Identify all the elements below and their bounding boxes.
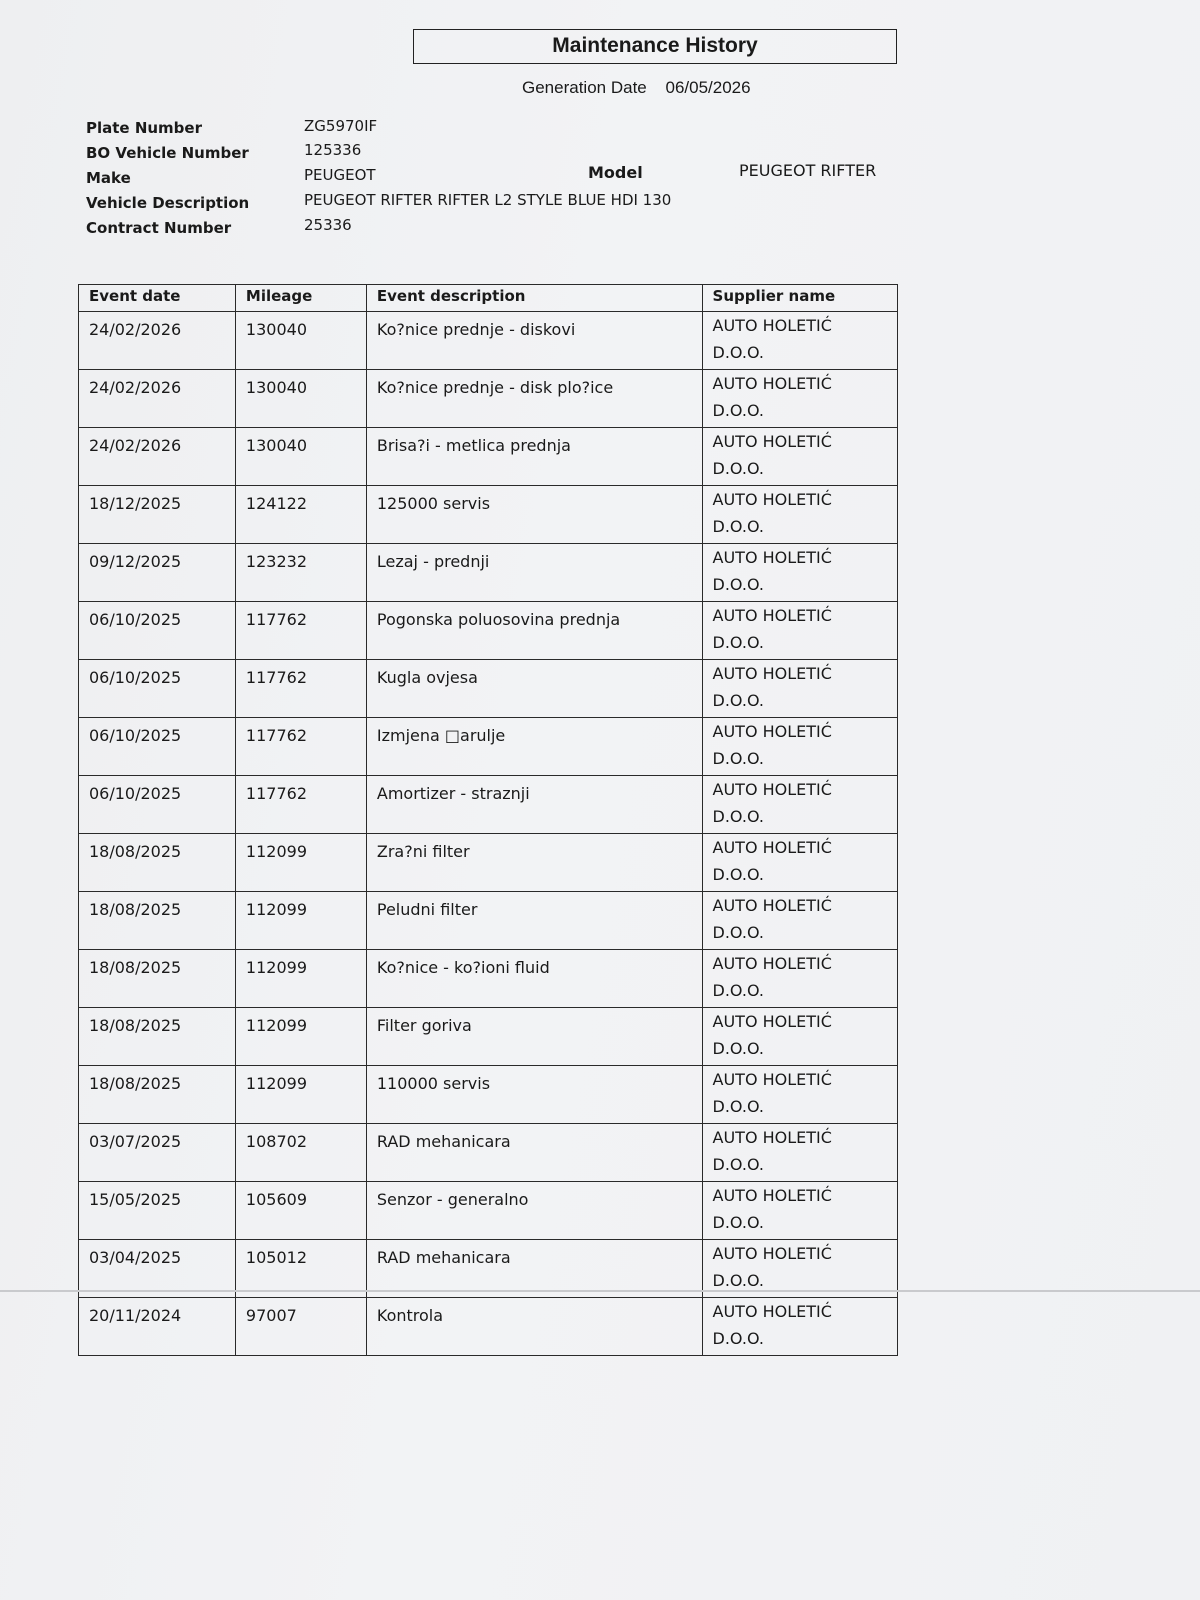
supplier-cell [702,776,897,834]
event-date-cell: 18/08/2025 [79,892,236,950]
mileage-cell: 112099 [235,950,366,1008]
event-date-cell: 09/12/2025 [79,544,236,602]
generation-date-label: Generation Date [522,78,647,97]
mileage-cell: 117762 [235,718,366,776]
supplier-name-line1: AUTO HOLETIĆ [712,316,832,335]
table-body [79,312,898,1356]
supplier-name-line1: AUTO HOLETIĆ [712,780,832,799]
event-date-cell: 06/10/2025 [79,660,236,718]
plate-number-label: Plate Number [86,119,202,137]
table-row [79,1008,898,1066]
supplier-cell [702,486,897,544]
make-label: Make [86,169,131,187]
event-date-cell: 18/08/2025 [79,834,236,892]
event-description-cell: Zra?ni filter [366,834,702,892]
event-description-cell: Izmjena □arulje [366,718,702,776]
supplier-name-line1: AUTO HOLETIĆ [712,606,832,625]
mileage-cell: 105609 [235,1182,366,1240]
event-date-cell: 24/02/2026 [79,370,236,428]
supplier-name-line1: AUTO HOLETIĆ [712,1070,832,1089]
table-row [79,892,898,950]
table-row [79,660,898,718]
event-description-cell: 125000 servis [366,486,702,544]
contract-number-label: Contract Number [86,219,232,237]
supplier-name-line2: D.O.O. [712,343,764,362]
supplier-name-line1: AUTO HOLETIĆ [712,954,832,973]
supplier-cell [702,370,897,428]
table-row [79,428,898,486]
table-row [79,1066,898,1124]
mileage-cell: 108702 [235,1124,366,1182]
plate-number-value: ZG5970IF [304,117,378,135]
supplier-name-line2: D.O.O. [712,1097,764,1116]
column-header-supplier-name: Supplier name [702,285,897,312]
event-date-cell: 24/02/2026 [79,312,236,370]
supplier-name-line1: AUTO HOLETIĆ [712,374,832,393]
supplier-cell [702,428,897,486]
mileage-cell: 117762 [235,660,366,718]
table-row [79,1182,898,1240]
supplier-name-line2: D.O.O. [712,865,764,884]
supplier-name-line1: AUTO HOLETIĆ [712,838,832,857]
table-row [79,1298,898,1356]
table-row [79,776,898,834]
event-date-cell: 18/08/2025 [79,950,236,1008]
event-date-cell: 24/02/2026 [79,428,236,486]
event-description-cell: Ko?nice prednje - disk plo?ice [366,370,702,428]
supplier-cell [702,892,897,950]
supplier-name-line2: D.O.O. [712,575,764,594]
event-date-cell: 18/08/2025 [79,1008,236,1066]
supplier-name-line1: AUTO HOLETIĆ [712,432,832,451]
event-description-cell: Amortizer - straznji [366,776,702,834]
supplier-name-line2: D.O.O. [712,691,764,710]
mileage-cell: 112099 [235,1008,366,1066]
supplier-name-line2: D.O.O. [712,1271,764,1290]
event-description-cell: Ko?nice prednje - diskovi [366,312,702,370]
supplier-name-line1: AUTO HOLETIĆ [712,664,832,683]
supplier-name-line1: AUTO HOLETIĆ [712,1012,832,1031]
supplier-name-line2: D.O.O. [712,459,764,478]
mileage-cell: 105012 [235,1240,366,1298]
supplier-cell [702,1240,897,1298]
supplier-name-line2: D.O.O. [712,1155,764,1174]
table-row [79,486,898,544]
mileage-cell: 117762 [235,776,366,834]
event-description-cell: Kugla ovjesa [366,660,702,718]
model-value: PEUGEOT RIFTER [739,161,877,180]
table-row [79,312,898,370]
event-date-cell: 03/07/2025 [79,1124,236,1182]
mileage-cell: 112099 [235,834,366,892]
supplier-cell [702,1066,897,1124]
event-date-cell: 18/12/2025 [79,486,236,544]
generation-date-value: 06/05/2026 [665,78,751,97]
model-label: Model [588,163,643,182]
event-date-cell: 03/04/2025 [79,1240,236,1298]
supplier-cell [702,544,897,602]
mileage-cell: 117762 [235,602,366,660]
column-header-event-description: Event description [366,285,702,312]
bo-vehicle-number-value: 125336 [304,141,362,159]
supplier-name-line1: AUTO HOLETIĆ [712,548,832,567]
contract-number-value: 25336 [304,216,352,234]
supplier-cell [702,1124,897,1182]
maintenance-table [78,284,898,1356]
event-description-cell: Kontrola [366,1298,702,1356]
supplier-name-line2: D.O.O. [712,807,764,826]
supplier-name-line1: AUTO HOLETIĆ [712,1302,832,1321]
supplier-name-line1: AUTO HOLETIĆ [712,896,832,915]
mileage-cell: 124122 [235,486,366,544]
table-row [79,602,898,660]
table-row [79,544,898,602]
table-row [79,370,898,428]
event-description-cell: Brisa?i - metlica prednja [366,428,702,486]
bo-vehicle-number-label: BO Vehicle Number [86,144,249,162]
vehicle-description-value: PEUGEOT RIFTER RIFTER L2 STYLE BLUE HDI 130 [304,191,672,209]
supplier-name-line2: D.O.O. [712,1039,764,1058]
mileage-cell: 130040 [235,312,366,370]
supplier-name-line2: D.O.O. [712,923,764,942]
mileage-cell: 112099 [235,892,366,950]
supplier-cell [702,312,897,370]
supplier-name-line1: AUTO HOLETIĆ [712,1186,832,1205]
event-description-cell: Ko?nice - ko?ioni fluid [366,950,702,1008]
supplier-name-line2: D.O.O. [712,401,764,420]
generation-date-line [522,78,751,98]
supplier-name-line2: D.O.O. [712,749,764,768]
supplier-cell [702,1008,897,1066]
event-description-cell: Filter goriva [366,1008,702,1066]
event-date-cell: 15/05/2025 [79,1182,236,1240]
mileage-cell: 130040 [235,370,366,428]
supplier-name-line1: AUTO HOLETIĆ [712,490,832,509]
supplier-name-line2: D.O.O. [712,517,764,536]
column-header-mileage: Mileage [235,285,366,312]
supplier-name-line2: D.O.O. [712,981,764,1000]
supplier-name-line1: AUTO HOLETIĆ [712,1128,832,1147]
table-row [79,718,898,776]
table-header-row [79,285,898,312]
mileage-cell: 130040 [235,428,366,486]
mileage-cell: 112099 [235,1066,366,1124]
event-description-cell: RAD mehanicara [366,1240,702,1298]
table-row [79,1240,898,1298]
page-edge-line [0,1290,1200,1292]
event-description-cell: Senzor - generalno [366,1182,702,1240]
event-date-cell: 06/10/2025 [79,602,236,660]
table-row [79,834,898,892]
event-description-cell: Peludni filter [366,892,702,950]
document-title: Maintenance History [413,29,897,64]
mileage-cell: 97007 [235,1298,366,1356]
event-description-cell: Lezaj - prednji [366,544,702,602]
mileage-cell: 123232 [235,544,366,602]
supplier-cell [702,1182,897,1240]
table-row [79,1124,898,1182]
event-description-cell: 110000 servis [366,1066,702,1124]
event-date-cell: 20/11/2024 [79,1298,236,1356]
event-date-cell: 06/10/2025 [79,718,236,776]
supplier-cell [702,660,897,718]
table-row [79,950,898,1008]
event-description-cell: Pogonska poluosovina prednja [366,602,702,660]
supplier-cell [702,1298,897,1356]
event-date-cell: 18/08/2025 [79,1066,236,1124]
vehicle-description-label: Vehicle Description [86,194,250,212]
supplier-name-line2: D.O.O. [712,1213,764,1232]
event-date-cell: 06/10/2025 [79,776,236,834]
supplier-name-line2: D.O.O. [712,1329,764,1348]
make-value: PEUGEOT [304,166,376,184]
supplier-cell [702,602,897,660]
event-description-cell: RAD mehanicara [366,1124,702,1182]
supplier-cell [702,718,897,776]
supplier-name-line1: AUTO HOLETIĆ [712,722,832,741]
supplier-cell [702,834,897,892]
supplier-name-line1: AUTO HOLETIĆ [712,1244,832,1263]
supplier-name-line2: D.O.O. [712,633,764,652]
column-header-event-date: Event date [79,285,236,312]
supplier-cell [702,950,897,1008]
